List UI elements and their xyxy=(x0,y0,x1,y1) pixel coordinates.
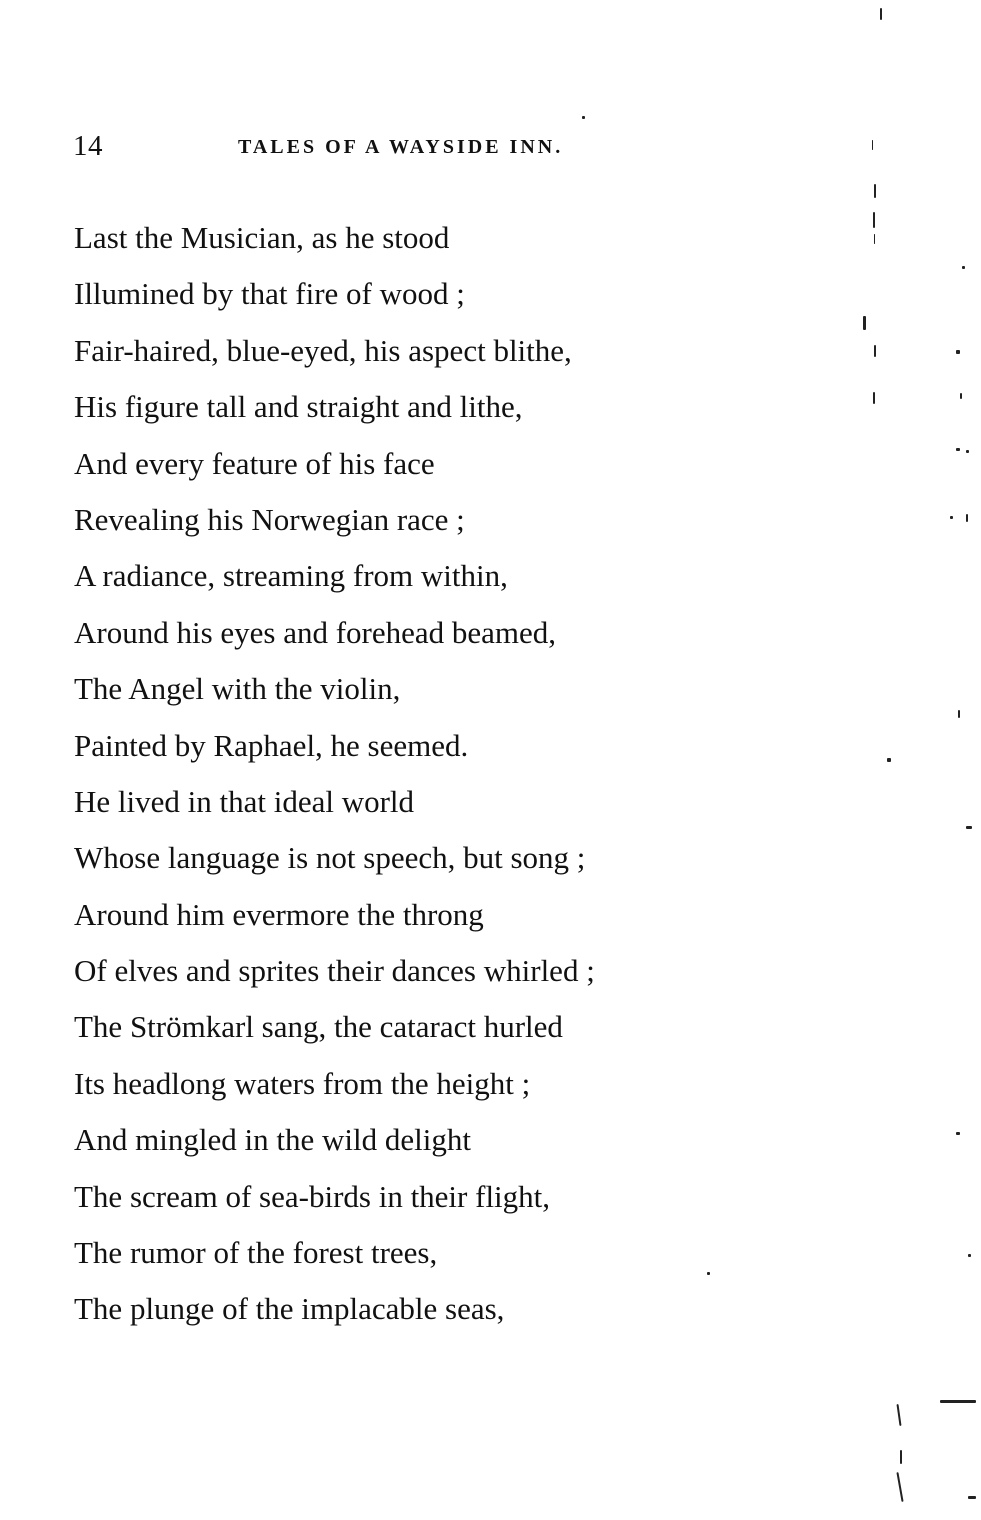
scan-speck xyxy=(956,1132,960,1135)
scan-speck xyxy=(968,1254,971,1257)
page-number: 14 xyxy=(73,130,103,162)
scan-speck xyxy=(956,350,960,354)
poem-line: Around his eyes and forehead beamed, xyxy=(74,614,557,650)
scan-speck xyxy=(896,1404,901,1426)
scan-speck xyxy=(874,184,876,198)
poem-line: Fair-haired, blue-eyed, his aspect blithe, xyxy=(74,332,572,368)
poem-line: Last the Musician, as he stood xyxy=(74,220,450,255)
poem-line: Illumined by that fire of wood ; xyxy=(74,276,465,312)
running-head: TALES OF A WAYSIDE INN. xyxy=(238,136,564,158)
poem-line: The scream of sea-birds in their flight, xyxy=(74,1178,551,1214)
poem-line: Painted by Raphael, he seemed. xyxy=(74,727,469,763)
scan-speck xyxy=(966,514,968,522)
scan-speck xyxy=(956,448,960,451)
scan-speck xyxy=(900,1450,902,1464)
poem-line: Of elves and sprites their dances whirled ; xyxy=(74,953,595,989)
poem-line: A radiance, streaming from within, xyxy=(74,558,508,594)
poem-body xyxy=(74,210,595,1338)
scan-speck xyxy=(863,316,866,330)
scan-speck xyxy=(966,450,969,453)
poem-line: The Angel with the violin, xyxy=(74,671,401,707)
poem-line: The plunge of the implacable seas, xyxy=(74,1291,505,1327)
scan-speck xyxy=(966,826,972,829)
poem-line: Revealing his Norwegian race ; xyxy=(74,501,465,537)
scan-speck xyxy=(887,758,891,762)
scan-speck xyxy=(958,710,960,718)
scan-speck xyxy=(707,1272,710,1275)
scan-speck xyxy=(874,234,875,244)
scan-speck xyxy=(940,1400,976,1403)
poem-line: And every feature of his face xyxy=(74,445,435,481)
scan-speck xyxy=(968,1496,976,1499)
poem-line: Its headlong waters from the height ; xyxy=(74,1065,531,1101)
scan-speck xyxy=(582,116,585,119)
scan-speck xyxy=(960,393,962,399)
poem-line: He lived in that ideal world xyxy=(74,783,415,819)
poem-line: His figure tall and straight and lithe, xyxy=(74,389,523,425)
scan-speck xyxy=(950,516,953,519)
scan-speck xyxy=(962,266,965,269)
scan-speck xyxy=(874,345,876,357)
poem-line: Whose language is not speech, but song ; xyxy=(74,840,586,876)
poem-line: The rumor of the forest trees, xyxy=(74,1235,438,1271)
scan-speck xyxy=(873,212,875,228)
poem-line: And mingled in the wild delight xyxy=(74,1122,471,1158)
poem-line: Around him evermore the throng xyxy=(74,896,484,932)
scan-speck xyxy=(873,392,875,404)
scan-speck xyxy=(896,1472,903,1502)
scan-speck xyxy=(872,140,873,150)
scan-speck xyxy=(880,8,882,20)
poem-line: The Strömkarl sang, the cataract hurled xyxy=(74,1009,563,1045)
